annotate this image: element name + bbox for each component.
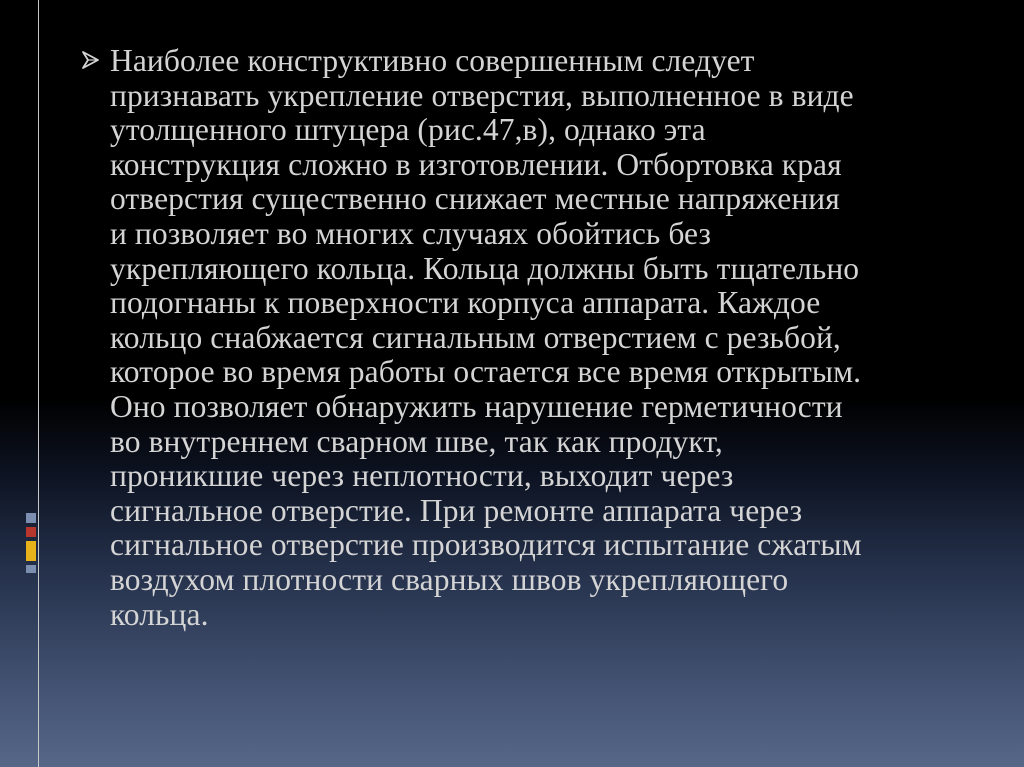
arrow-bullet-icon	[80, 49, 102, 71]
accent-block-yellow	[26, 541, 36, 561]
left-vertical-rule	[38, 0, 39, 767]
accent-block-blue	[26, 513, 36, 523]
accent-block-red	[26, 527, 36, 537]
bullet-paragraph: Наиболее конструктивно совершенным следует признавать укрепление отверстия, выполненное в виде утолщенного штуцера (рис.47,в), однако эта конструкция сложно в изготовлении. Отбортовка края отверстия существенно снижает местные напряжения и позволяет во многих случаях обойтись без укрепляющего кольца. Кольца должны быть тщательно подогнаны к поверхности корпуса аппарата. Каждое кольцо снабжается сигнальным отверстием с резьбой, которое во время работы остается все время открытым. Оно позволяет обнаружить нарушение герметичности во внутреннем сварном шве, так как продукт, проникшие через неплотности, выходит через сигнальное отверстие. При ремонте аппарата через сигнальное отверстие производится испытание сжатым воздухом плотности сварных швов укрепляющего кольца.	[110, 43, 862, 632]
accent-block-blue-lower	[26, 565, 36, 573]
bullet-item	[80, 44, 990, 632]
